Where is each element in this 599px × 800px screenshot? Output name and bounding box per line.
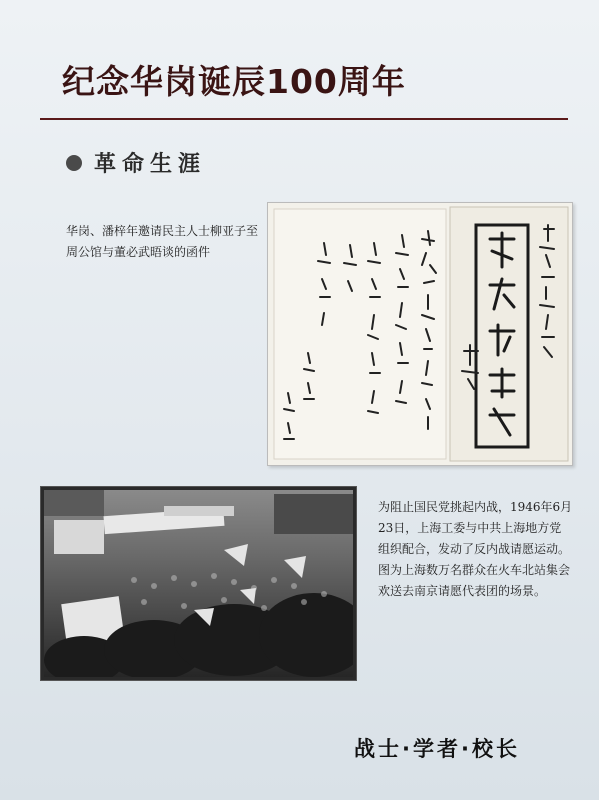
section-title: 革命生涯	[94, 152, 207, 177]
section-heading	[66, 147, 206, 178]
letter-caption: 华岗、潘梓年邀请民主人士柳亚子至周公馆与董必武晤谈的函件	[66, 224, 259, 259]
page-title: 纪念华岗诞辰100周年	[62, 62, 406, 101]
letter-image	[268, 203, 572, 465]
bullet-icon	[66, 155, 82, 171]
footer-motto: 战士·学者·校长	[354, 737, 520, 761]
rally-photo	[41, 487, 356, 680]
rally-caption: 为阻止国民党挑起内战，1946年6月23日，上海工委与中共上海地方党组织配合，发动了反内战请愿运动。图为上海数万名群众在火车北站集会欢送去南京请愿代表团的场景。	[378, 500, 573, 598]
rally-image	[44, 490, 353, 677]
title-divider	[40, 118, 568, 120]
letter-photo	[267, 202, 573, 466]
